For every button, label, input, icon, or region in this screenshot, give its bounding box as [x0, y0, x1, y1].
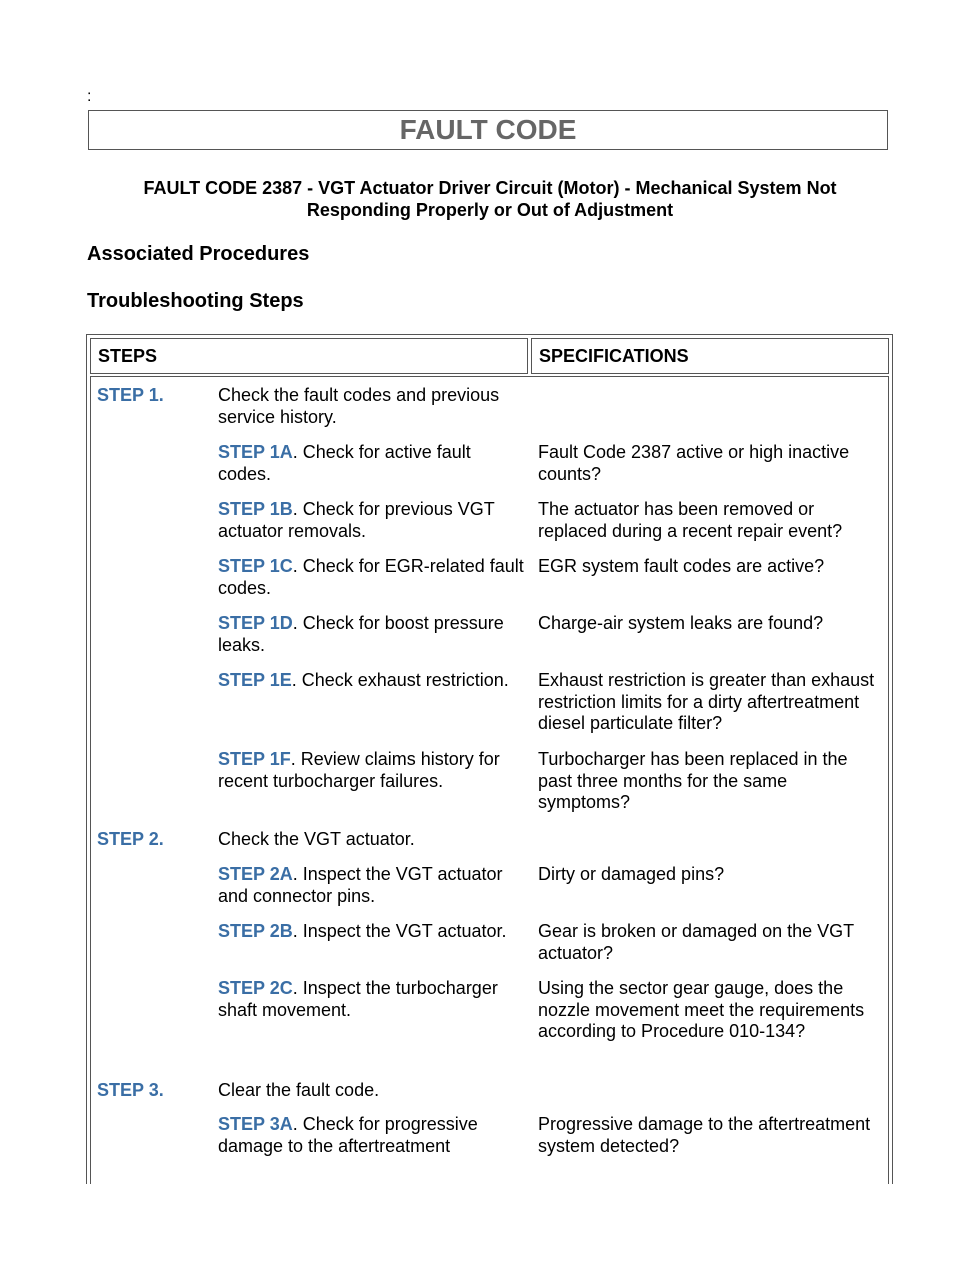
substep-id: STEP 1A	[218, 442, 293, 462]
spec-1b: The actuator has been removed or replaced during a recent repair event?	[538, 499, 843, 541]
substep-text: . Check for progressive damage to the aftertreatment	[218, 1114, 478, 1156]
step-2-id: STEP 2.	[97, 829, 164, 849]
substep-id: STEP 1D	[218, 613, 293, 633]
substep-text: . Check for EGR-related fault codes.	[218, 556, 524, 598]
spec-3a: Progressive damage to the aftertreatment system detected?	[538, 1114, 871, 1156]
step-2-text: Check the VGT actuator.	[218, 829, 415, 849]
substep-text: . Inspect the VGT actuator and connector pins.	[218, 864, 503, 906]
step-3-id: STEP 3.	[97, 1080, 164, 1100]
step-3-text: Clear the fault code.	[218, 1080, 380, 1100]
substep-text: . Check exhaust restriction.	[291, 670, 509, 690]
spec-1e: Exhaust restriction is greater than exhaust restriction limits for a dirty aftertreatment diesel particulate filter?	[538, 670, 875, 733]
substep-id: STEP 1B	[218, 499, 293, 519]
substep-id: STEP 2A	[218, 864, 293, 884]
spec-2a: Dirty or damaged pins?	[538, 864, 725, 884]
substep-1c	[218, 556, 526, 599]
spec-2b: Gear is broken or damaged on the VGT actuator?	[538, 921, 854, 963]
substep-3a	[218, 1114, 526, 1157]
substep-2b	[218, 921, 526, 943]
substep-text: . Check for previous VGT actuator removals.	[218, 499, 495, 541]
substep-1b	[218, 499, 526, 542]
page-title: FAULT CODE	[88, 110, 888, 150]
substep-1f	[218, 749, 526, 792]
fault-code-subtitle: FAULT CODE 2387 - VGT Actuator Driver Circuit (Motor) - Mechanical System Not Responding Properly or Out of Adjustment	[143, 178, 837, 220]
substep-id: STEP 1E	[218, 670, 292, 690]
associated-procedures-heading: Associated Procedures	[87, 243, 310, 265]
spec-1f: Turbocharger has been replaced in the past three months for the same symptoms?	[538, 749, 848, 812]
substep-1d	[218, 613, 526, 656]
substep-text: . Check for boost pressure leaks.	[218, 613, 504, 655]
substep-text: . Review claims history for recent turbocharger failures.	[218, 749, 500, 791]
step-1-text: Check the fault codes and previous service history.	[218, 385, 500, 427]
substep-2c	[218, 978, 526, 1021]
substep-2a	[218, 864, 526, 907]
step-1-id: STEP 1.	[97, 385, 164, 405]
troubleshooting-steps-heading: Troubleshooting Steps	[87, 290, 304, 312]
substep-text: . Inspect the VGT actuator.	[292, 921, 507, 941]
substep-text: . Check for active fault codes.	[218, 442, 471, 484]
header-specifications: SPECIFICATIONS	[531, 338, 889, 374]
leading-colon: :	[87, 88, 92, 105]
spec-1d: Charge-air system leaks are found?	[538, 613, 824, 633]
substep-1e	[218, 670, 526, 692]
spec-1c: EGR system fault codes are active?	[538, 556, 825, 576]
substep-id: STEP 2C	[218, 978, 293, 998]
header-steps: STEPS	[90, 338, 528, 374]
substep-text: . Inspect the turbocharger shaft movement.	[218, 978, 498, 1020]
spec-2c: Using the sector gear gauge, does the nozzle movement meet the requirements according to Procedure 010-134?	[538, 978, 865, 1041]
substep-1a	[218, 442, 526, 485]
substep-id: STEP 2B	[218, 921, 293, 941]
spec-1a: Fault Code 2387 active or high inactive counts?	[538, 442, 850, 484]
substep-id: STEP 1C	[218, 556, 293, 576]
substep-id: STEP 3A	[218, 1114, 293, 1134]
substep-id: STEP 1F	[218, 749, 291, 769]
